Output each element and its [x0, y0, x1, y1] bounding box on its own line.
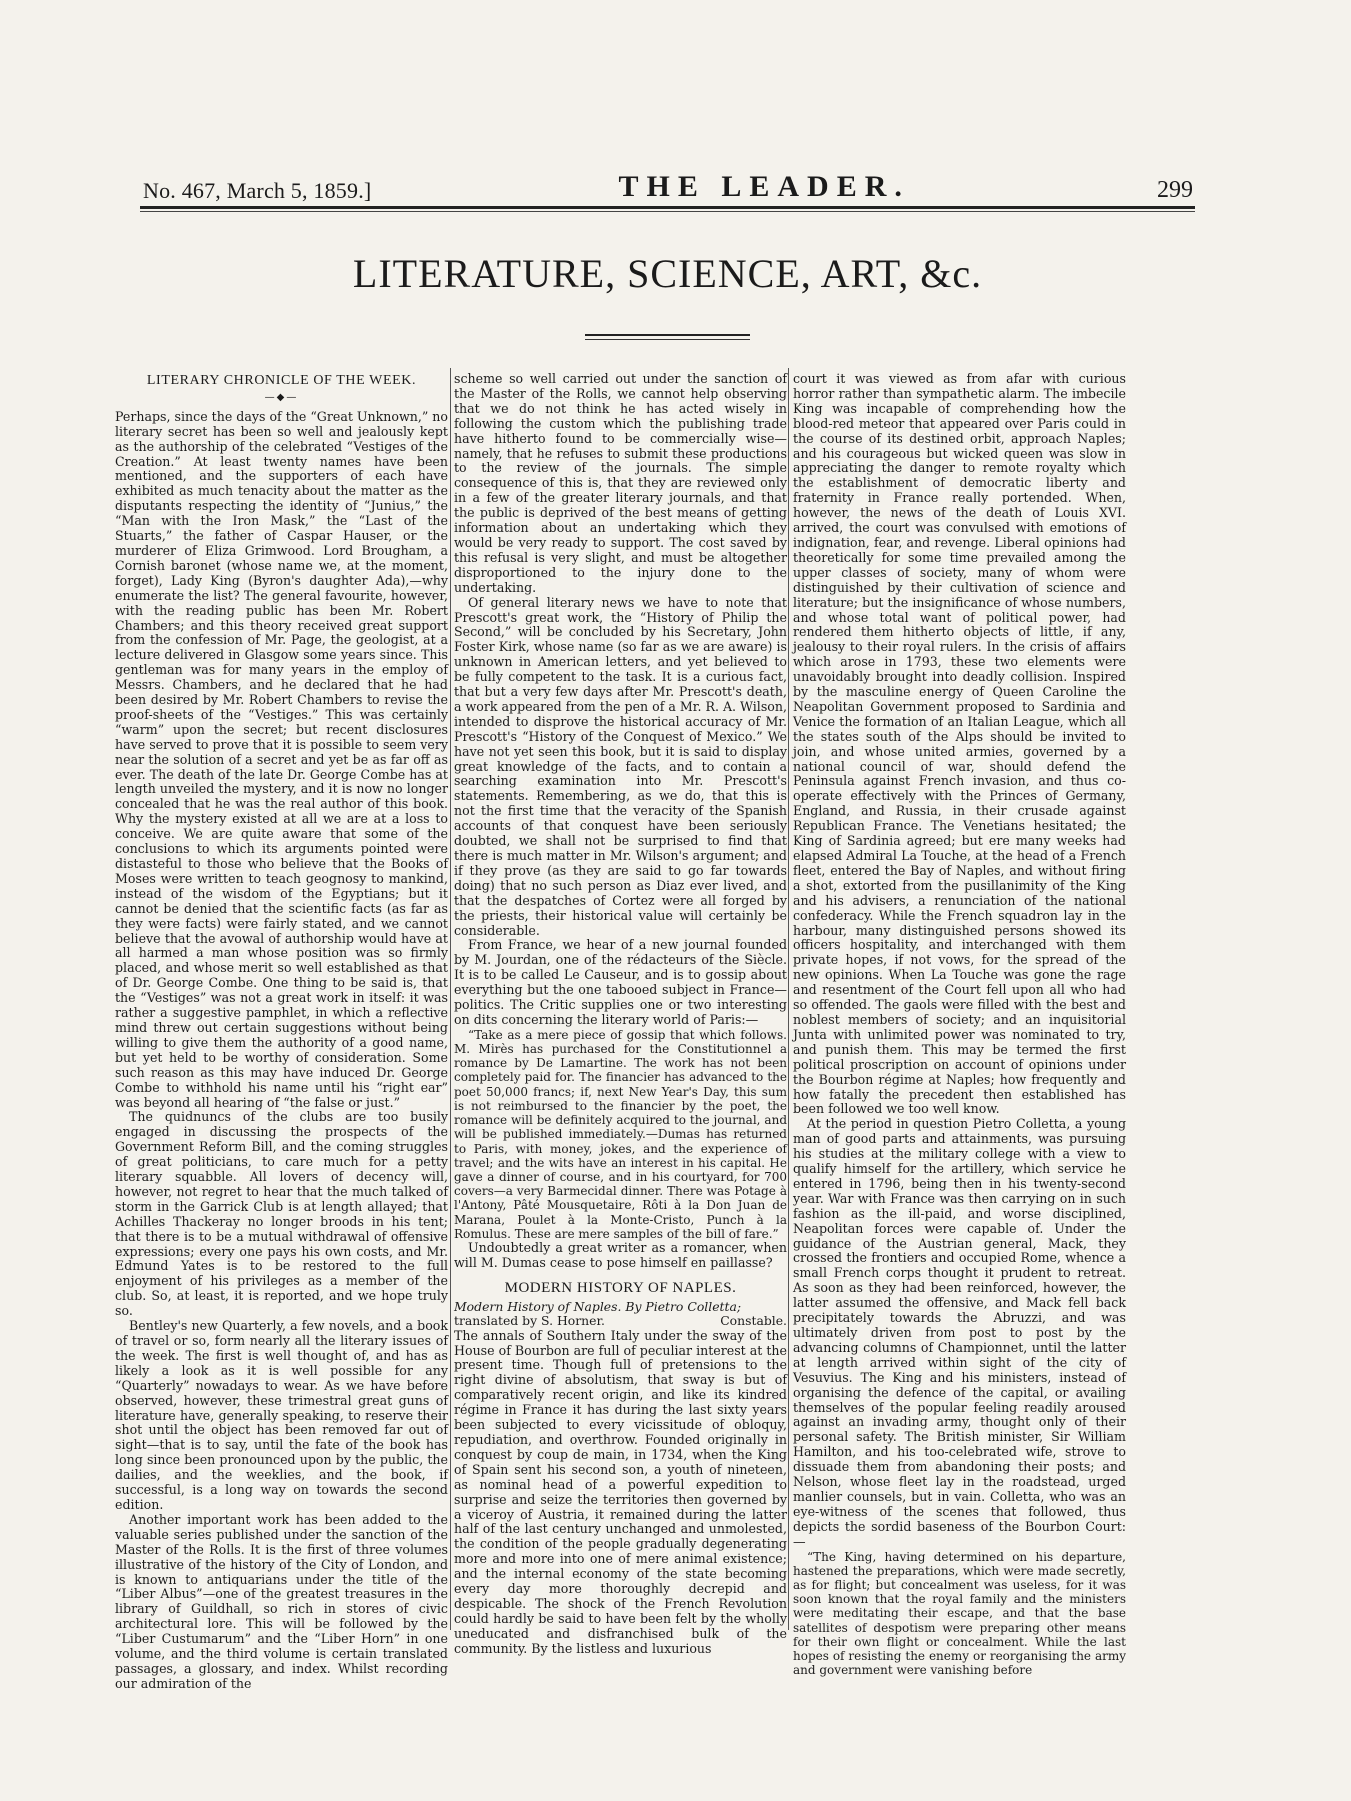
article-heading: LITERARY CHRONICLE OF THE WEEK.	[146, 373, 417, 388]
paragraph: Another important work has been added to the valuable series published under the sanction of the Master of the Rolls. It is the first of three volumes illustrative of the history of the City of London, and is known to antiquarians under the title of the “Liber Albus”—one of the greatest treasures in the library of Guildhall, so rich in stores of civic architectural lore. This will be followed by the “Liber Custumarum” and the “Liber Horn” in one volume, and the third volume is certain translated passages, a glossary, and index. Whilst recording our admiration of the	[115, 1511, 448, 1691]
column-divider	[788, 368, 789, 1630]
masthead-title: THE LEADER.	[618, 170, 910, 203]
head-rule-thin	[140, 211, 1195, 212]
paragraph: court it was viewed as from afar with curious horror rather than sympathetic alarm. The imbecile King was incapable of comprehending how the blood-red meteor that appeared over Paris could in the course of its destined orbit, approach Naples; and his courageous but wicked queen was slow in appreciating the danger to remote royalty which the establishment of democratic liberty and fraternity in France really portended. When, however, the news of the death of Louis XVI. arrived, the court was convulsed with emotions of indignation, fear, and revenge. Liberal opinions had theoretically for some time prevailed among the upper classes of society, many of whom were distinguished by their cultivation of science and literature; but the insignificance of whose numbers, and whose total want of political power, had rendered them hitherto objects of little, if any, jealousy to their royal rulers. In the crisis of affairs which arose in 1793, these two elements were unavoidably brought into deadly collision. Inspired by the masculine energy of Queen Caroline the Neapolitan Government proposed to Sardinia and Venice the formation of an Italian League, which all the states south of the Alps should be invited to join, and whose united armies, governed by a national council of war, should defend the Peninsula against French invasion, and thus co-operate effectively with the Princes of Germany, England, and Russia, in their crusade against Republican France. The Venetians hesitated; the King of Sardinia agreed; but ere many weeks had elapsed Admiral La Touche, at the head of a French fleet, entered the Bay of Naples, and without firing a shot, extorted from the pusillanimity of the King and his advisers, a renunciation of the national confederacy. While the French squadron lay in the harbour, many distinguished persons showed its officers hospitality, and interchanged with them private hopes, if not vows, for the spread of the new opinions. When La Touche was gone the rage and resentment of the Court fell upon all who had so offended. The gaols were filled with the best and noblest members of society; and an inquisitorial Junta with unlimited power was nominated to try, and punish them. This may be termed the first political proscription on account of opinions under the Bourbon régime at Naples; how frequently and how fatally the precedent then established has been followed we too well know.	[793, 371, 1126, 1117]
paragraph: Bentley's new Quarterly, a few novels, and a book of travel or so, form nearly all the literary issues of the week. The first is well thought of, and has as likely a look as it is well possible for any “Quarterly” nowadays to wear. As we have before observed, however, these trimestral great guns of literature have, generally speaking, to reserve their shot until the object has been removed far out of sight—that is to say, until the fate of the book has long since been pronounced upon by the public, the dailies, and the weeklies, and the book, if successful, is a long way on towards the second edition.	[115, 1318, 448, 1512]
article-heading: MODERN HISTORY OF NAPLES.	[504, 1279, 737, 1296]
paragraph: The annals of Southern Italy under the sway of the House of Bourbon are full of peculiar interest at the present time. Though full of pretensions to the right divine of absolutism, that sway is but of comparatively recent origin, and like its kindred régime in France it has during the last sixty years been subjected to every vicissitude of obloquy, repudiation, and overthrow. Founded originally in conquest by coup de main, in 1734, when the King of Spain sent his second son, a youth of nineteen, as nominal head of a powerful expedition to surprise and seize the territories then governed by a viceroy of Austria, it remained during the latter half of the last century unchanged and unmolested, the condition of the people gradually degenerating more and more into one of mere animal existence; and the internal economy of the state becoming every day more thoroughly decrepid and despicable. The shock of the French Revolution could hardly be said to have been felt by the wholly uneducated and disfranchised bulk of the community. By the listless and luxurious	[454, 1327, 787, 1656]
title-rule	[585, 334, 750, 336]
paragraph: From France, we hear of a new journal founded by M. Jourdan, one of the rédacteurs of the Siècle. It is to be called Le Causeur, and is to gossip about everything but the one tabooed subject in France—politics. The Critic supplies one or two interesting on dits concerning the literary world of Paris:—	[454, 937, 787, 1027]
paragraph: scheme so well carried out under the sanction of the Master of the Rolls, we cannot help observing that we do not think he has acted wisely in following the custom which the publishing trade have hitherto found to be commercially wise—namely, that he refuses to submit these productions to the review of the journals. The simple consequence of this is, that they are reviewed only in a few of the greater literary journals, and that the public is deprived of the best means of getting information about an undertaking which they would be very ready to support. The cost saved by this refusal is very slight, and must be altogether disproportioned to the injury done to the undertaking.	[454, 371, 787, 595]
quoted-paragraph: “The King, having determined on his departure, hastened the preparations, which were made secretly, as for flight; but concealment was useless, for it was soon known that the royal family and the ministers were meditating their escape, and that the base satellites of despotism were preparing other means for their own flight or concealment. While the last hopes of resisting the enemy or reorganising the army and government were vanishing before	[793, 1549, 1126, 1678]
column-divider	[450, 368, 451, 1630]
book-translator: translated by S. Horner.	[454, 1313, 605, 1329]
paragraph: At the period in question Pietro Colletta, a young man of good parts and attainments, was pursuing his studies at the military college with a view to qualify himself for the artillery, which service he entered in 1796, being then in his twenty-second year. War with France was then carrying on in such fashion as the ill-paid, and worse disciplined, Neapolitan forces were capable of. Under the guidance of the Austrian general, Mack, they crossed the frontiers and occupied Rome, whence a small French corps thought it prudent to retreat. As soon as they had been reinforced, however, the latter assumed the offensive, and Mack fell back precipitately towards the Abruzzi, and was ultimately driven from post to post by the advancing columns of Championnet, until the latter at length arrived within sight of the city of Vesuvius. The King and his ministers, instead of organising the defence of the capital, or availing themselves of the popular feeling readily aroused against an invading army, thought only of their personal safety. The British minister, Sir William Hamilton, and his too-celebrated wife, strove to dissuade them from abandoning their posts; and Nelson, whose fleet lay in the roadstead, urged manlier counsels, but in vain. Colletta, who was an eye-witness of the scenes that followed, thus depicts the sordid baseness of the Bourbon Court:—	[793, 1116, 1126, 1549]
column-3	[793, 371, 1126, 1678]
column-1	[115, 372, 448, 1691]
section-title: LITERATURE, SCIENCE, ART, &c.	[352, 251, 983, 296]
paragraph: Undoubtedly a great writer as a romancer, when will M. Dumas cease to pose himself en paillasse?	[454, 1239, 787, 1270]
ornament-divider: —◆—	[264, 391, 299, 403]
book-imprint	[454, 1300, 787, 1315]
book-imprint-line	[454, 1314, 787, 1329]
quoted-paragraph: “Take as a mere piece of gossip that which follows. M. Mirès has purchased for the Constitutionnel a romance by De Lamartine. The work has not been completely paid for. The financier has advanced to the poet 50,000 francs; if, next New Year's Day, this sum is not reimbursed to the financier by the poet, the romance will be definitely acquired to the journal, and will be published immediately.—Dumas has returned to Paris, with money, jokes, and the experience of travel; and the wits have an interest in his capital. He gave a dinner of course, and in his courtyard, for 700 covers—a very Barmecidal dinner. There was Potage à l'Antony, Pâté Mousquetaire, Rôti à la Don Juan de Marana, Poulet à la Monte-Cristo, Punch à la Romulus. These are mere samples of the bill of fare.”	[454, 1027, 787, 1241]
title-rule-thin	[585, 339, 750, 340]
paragraph: Perhaps, since the days of the “Great Unknown,” no literary secret has been so well and jealously kept as the authorship of the celebrated “Vestiges of the Creation.” At least twenty names have been mentioned, and the supporters of each have exhibited as much tenacity about the matter as the disputants respecting the identity of “Junius,” the “Man with the Iron Mask,” the “Last of the Stuarts,” the father of Caspar Hauser, or the murderer of Eliza Grimwood. Lord Brougham, a Cornish baronet (whose name we, at the moment, forget), Lady King (Byron's daughter Ada),—why enumerate the list? The general favourite, however, with the reading public has been Mr. Robert Chambers; and this theory received great support from the confession of Mr. Page, the geologist, at a lecture delivered in Glasgow some years since. This gentleman was for many years in the employ of Messrs. Chambers, and he declared that he had been desired by Mr. Robert Chambers to revise the proof-sheets of the “Vestiges.” This was certainly “warm” upon the secret; but recent disclosures have served to prove that it is possible to seem very near the solution of a secret and yet be as far off as ever. The death of the late Dr. George Combe has at length unveiled the mystery, and it is now no longer concealed that he was the real author of this book. Why the mystery existed at all we are at a loss to conceive. We are quite aware that some of the conclusions to which its arguments pointed were distasteful to those who believe that the Books of Moses were written to teach geognosy to mankind, instead of the wisdom of the Egyptians; but it cannot be denied that the scientific facts (as far as they were facts) were fairly stated, and we cannot believe that the avowal of authorship would have at all harmed a man whose position was so firmly placed, and whose merit so well established as that of Dr. George Combe. One thing to be said is, that the “Vestiges” was not a great work in itself: it was rather a suggestive pamphlet, in which a reflective mind threw out certain suggestions without being willing to give them the authority of a good name, but yet held to be worthy of consideration. Some such reason as this may have induced Dr. George Combe to withhold his name until his “right ear” was beyond all hearing of “the false or just.”	[115, 408, 448, 1110]
running-head	[143, 170, 1193, 204]
issue-date: No. 467, March 5, 1859.]	[143, 178, 372, 203]
head-rule	[140, 206, 1195, 209]
book-publisher: Constable.	[720, 1313, 787, 1329]
column-2	[454, 371, 787, 1656]
paragraph: Of general literary news we have to note that Prescott's great work, the “History of Philip the Second,” will be concluded by his Secretary, John Foster Kirk, whose name (so far as we are aware) is unknown in American letters, and yet believed to be fully competent to the task. It is a curious fact, that but a very few days after Mr. Prescott's death, a work appeared from the pen of a Mr. R. A. Wilson, intended to disprove the historical accuracy of Mr. Prescott's “History of the Conquest of Mexico.” We have not yet seen this book, but it is said to display great knowledge of the facts, and to contain a searching examination into Mr. Prescott's statements. Remembering, as we do, that this is not the first time that the veracity of the Spanish accounts of that conquest have been seriously doubted, we shall not be surprised to find that there is much matter in Mr. Wilson's argument; and if they prove (as they are said to go far towards doing) that no such person as Diaz ever lived, and that the despatches of Cortez were all forged by the priests, their historical value will certainly be considerable.	[454, 594, 787, 938]
page-number: 299	[1156, 177, 1193, 203]
paragraph: The quidnuncs of the clubs are too busily engaged in discussing the prospects of the Government Reform Bill, and the coming struggles of great politicians, to care much for a petty literary squabble. All lovers of decency will, however, not regret to hear that the much talked of storm in the Garrick Club is at length allayed; that Achilles Thackeray no longer broods in his tent; that there is to be a mutual withdrawal of offensive expressions; every one pays his own costs, and Mr. Edmund Yates is to be restored to the full enjoyment of his privileges as a member of the club. So, at least, it is reported, and we hope truly so.	[115, 1109, 448, 1319]
book-title: Modern History of Naples. By Pietro Colletta;	[454, 1298, 742, 1314]
